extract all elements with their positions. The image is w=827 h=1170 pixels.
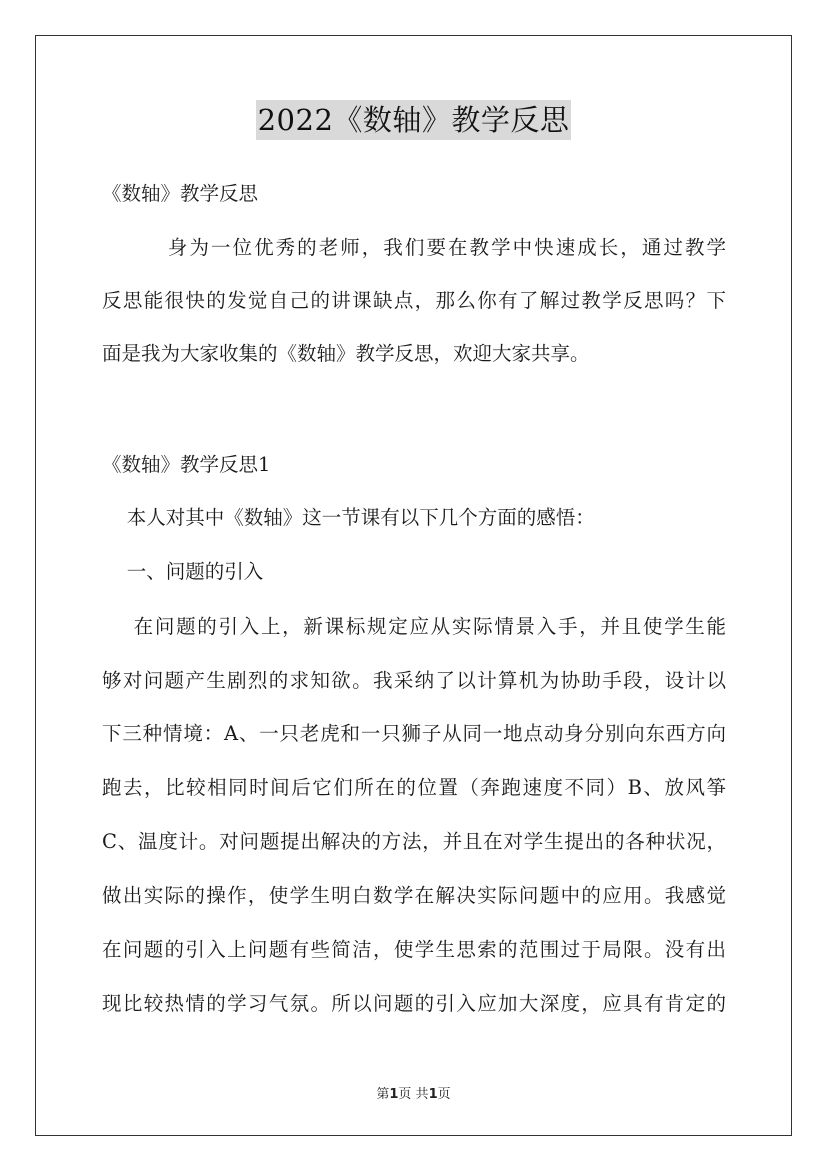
footer-suffix: 页	[437, 1087, 451, 1102]
body-line-6: 做出实际的操作，使学生明白数学在解决实际问题中的应用。我感觉	[102, 884, 726, 907]
body-line-3: 下三种情境：A、一只老虎和一只狮子从同一地点动身分别向东西方向	[102, 722, 726, 745]
document-title: 2022《数轴》教学反思	[256, 100, 572, 140]
intro-line-3: 面是我为大家收集的《数轴》教学反思，欢迎大家共享。	[102, 342, 590, 365]
body-line-1: 在问题的引入上，新课标规定应从实际情景入手，并且使学生能	[102, 615, 726, 638]
point-heading: 一、问题的引入	[102, 560, 264, 583]
footer-mid: 页 共	[398, 1087, 429, 1102]
footer-prefix: 第	[376, 1087, 390, 1102]
footer-page-number: 1	[389, 1087, 399, 1102]
document-subtitle: 《数轴》教学反思	[102, 182, 259, 205]
body-line-4: 跑去，比较相同时间后它们所在的位置（奔跑速度不同）B、放风筝	[102, 776, 726, 799]
title-container	[0, 100, 827, 140]
body-line-2: 够对问题产生剧烈的求知欲。我采纳了以计算机为协助手段，设计以	[102, 669, 726, 692]
intro-line-1: 身为一位优秀的老师，我们要在教学中快速成长，通过教学	[102, 236, 726, 259]
page-footer	[0, 1083, 827, 1102]
intro-line-2: 反思能很快的发觉自己的讲课缺点，那么你有了解过教学反思吗？下	[102, 289, 726, 312]
footer-total-pages: 1	[428, 1087, 438, 1102]
body-line-5: C、温度计。对问题提出解决的方法，并且在对学生提出的各种状况，	[102, 830, 726, 853]
section-lead: 本人对其中《数轴》这一节课有以下几个方面的感悟：	[102, 506, 595, 529]
body-line-8: 现比较热情的学习气氛。所以问题的引入应加大深度，应具有肯定的	[102, 992, 726, 1015]
section-heading: 《数轴》教学反思1	[102, 453, 271, 476]
body-line-7: 在问题的引入上问题有些简洁，使学生思索的范围过于局限。没有出	[102, 938, 726, 961]
